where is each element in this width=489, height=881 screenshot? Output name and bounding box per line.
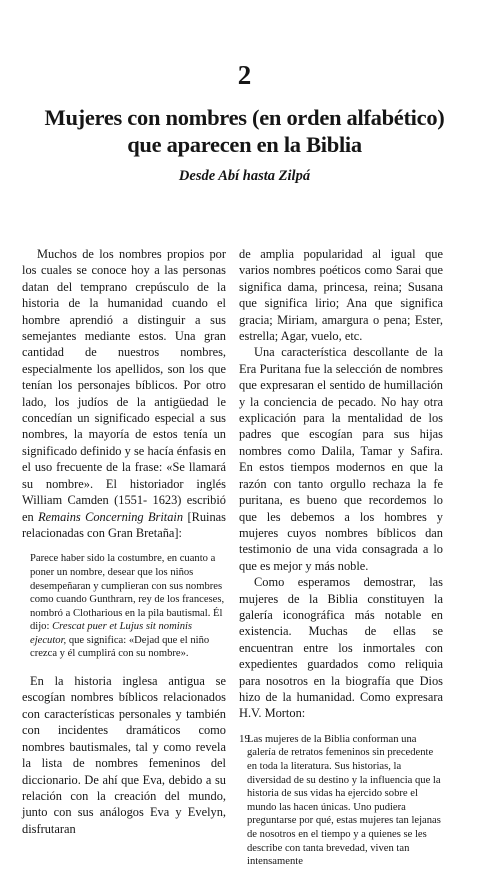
chapter-subtitle: Desde Abí hasta Zilpá bbox=[178, 168, 311, 184]
page-number: 19 bbox=[239, 733, 250, 745]
chapter-title-line-2: que aparecen en la Biblia bbox=[127, 132, 362, 157]
chapter-number: 2 bbox=[237, 60, 252, 90]
paragraph-continued: de amplia popularidad al igual que varios nombres poéticos como Sarai que significa dama, princesa, reina; Susana que significa lirio; Ana que significa gracia; Miriam, amargura o pena; Ester, estrella; Agar, vuelo, etc. bbox=[239, 247, 443, 344]
left-column bbox=[22, 246, 226, 837]
chapter-title-line-1: Mujeres con nombres (en orden alfabético) bbox=[44, 105, 445, 130]
block-quote-morton: Las mujeres de la Biblia conforman una galería de retratos femeninos sin precedente en toda la literatura. Sus historias, la diversidad de su destino y la influencia que la historia de sus vidas ha ejercido sobre el mundo las hacen únicas. Uno pudiera preguntarse por qué, estas mujeres tan lejanas de nosotros en el tiempo y a quienes se les describe con tanta brevedad, viven tan intensamente bbox=[247, 733, 441, 868]
latin-phrase: Crescat puer et Lujus sit nominis ejecutor, bbox=[30, 621, 193, 646]
paragraph-text: [Ruinas relacionadas con Gran Bretaña]: bbox=[22, 509, 226, 540]
block-quote-camden bbox=[30, 552, 226, 661]
quote-text: Parece haber sido la costumbre, en cuanto a poner un nombre, desear que los niños desempeñaran y cumplieran con sus nombres como cuando Gunthrarn, rey de los franceses, nombró a Clotharious en la pila bautismal. Él dijo: bbox=[30, 553, 225, 633]
paragraph-intro bbox=[22, 246, 226, 541]
paragraph-gallery: Como esperamos demostrar, las mujeres de la Biblia constituyen la galería iconográfica más notable en existencia. Muchas de ellas se encuentran entre los inmortales con expedientes guardados como reliquia para nosotros en la biografía que Dios hizo de la humanidad. Como expresara H.V. Morton: bbox=[239, 575, 443, 721]
book-title: Remains Concerning Britain bbox=[38, 509, 184, 524]
quote-text: que significa: «Dejad que el niño crezca y él cumplirá con su nombre». bbox=[30, 634, 210, 660]
paragraph-text: Muchos de los nombres propios por los cuales se conoce hoy a las personas datan del temprano crepúsculo de la historia de la humanidad cuando el hombre aprendió a distinguir a sus semejantes mediante estos. Una gran cantidad de nuestros nombres, especialmente los apellidos, son los que tenían los personajes bíblicos. Por otro lado, los judíos de la antigüedad le concedían un significado especial a sus nombres, la mayoría de estos tenía un significado definido y se hacía énfasis en el uso frecuente de la frase: «Se llamará su nombre». El historiador inglés William Camden (1551- 1623) escribió en bbox=[22, 247, 226, 524]
paragraph-puritan-era: Una característica descollante de la Era Puritana fue la selección de nombres que expresaran el sentido de humillación y la conciencia de pecado. No hay otra explicación para la mentalidad de los padres que escogían para sus hijas nombres como Dalila, Tamar y Safira. En estos tiempos modernos en que la razón con tanto orgullo rechaza la fe puritana, es bueno que recordemos lo que les debemos a los hombres y mujeres cuyos nombres bíblicos dan testimonio de una vida consagrada a lo que es mejor y más noble. bbox=[239, 345, 443, 573]
paragraph-english-history: En la historia inglesa antigua se escogían nombres bíblicos relacionados con características personales y también con incidentes dramáticos como nombres bautismales, tal y como revela la lista de nombres femeninos del diccionario. De ahí que Eva, debido a su relación con la creación del mundo, junto con sus análogos Eva y Evelyn, disfrutaran bbox=[22, 674, 226, 836]
right-column bbox=[239, 246, 443, 881]
chapter-title bbox=[0, 104, 489, 158]
